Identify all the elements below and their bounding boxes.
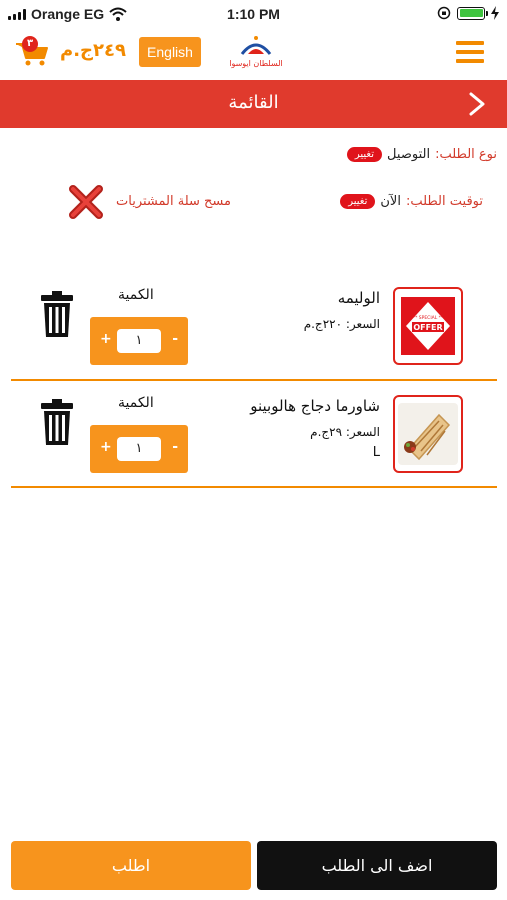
app-header bbox=[0, 28, 507, 78]
quantity-minus-button[interactable]: - bbox=[172, 331, 178, 347]
add-to-order-button[interactable]: اضف الى الطلب bbox=[257, 841, 497, 890]
quantity-minus-button[interactable]: - bbox=[172, 439, 178, 455]
close-x-icon bbox=[68, 184, 104, 220]
page-title: القائمة bbox=[228, 92, 279, 113]
order-time-label: توقيت الطلب: bbox=[405, 194, 483, 209]
quantity-value[interactable]: ١ bbox=[117, 329, 161, 353]
rotation-lock-icon bbox=[437, 6, 451, 20]
item-price: السعر: ٢٩ج.م bbox=[310, 425, 380, 439]
cart-button[interactable] bbox=[14, 38, 50, 68]
change-order-type-button[interactable]: تغيير bbox=[347, 147, 382, 162]
order-time-row bbox=[340, 194, 483, 209]
quantity-label: الكمية bbox=[118, 287, 154, 303]
logo bbox=[228, 32, 284, 72]
cart-total: ٢٤٩ج.م bbox=[60, 40, 126, 61]
item-price: السعر: ٢٢٠ج.م bbox=[303, 317, 380, 331]
cart-item bbox=[0, 395, 507, 495]
battery-icon bbox=[457, 7, 485, 20]
item-divider bbox=[11, 486, 497, 488]
charging-icon bbox=[491, 6, 499, 20]
menu-button[interactable] bbox=[456, 41, 484, 63]
offer-text: OFFER bbox=[413, 323, 443, 332]
quantity-label: الكمية bbox=[118, 395, 154, 411]
quantity-value[interactable]: ١ bbox=[117, 437, 161, 461]
order-button[interactable]: اطلب bbox=[11, 841, 251, 890]
cart-item bbox=[0, 287, 507, 387]
carrier-name: Orange EG bbox=[31, 6, 105, 22]
order-time-value: الآن bbox=[380, 194, 401, 209]
order-type-label: نوع الطلب: bbox=[435, 147, 497, 162]
logo-text: السلطان ايوسوا bbox=[229, 59, 283, 68]
quantity-plus-button[interactable]: + bbox=[100, 439, 112, 455]
status-icons bbox=[437, 6, 499, 20]
item-divider bbox=[11, 379, 497, 381]
language-button[interactable]: English bbox=[139, 37, 201, 67]
item-size: L bbox=[372, 445, 380, 460]
chevron-right-icon[interactable] bbox=[465, 92, 489, 116]
clear-cart-button[interactable] bbox=[68, 184, 248, 220]
item-image bbox=[393, 287, 463, 365]
offer-top-text: *** SPECIAL *** bbox=[410, 316, 446, 321]
status-time: 1:10 PM bbox=[227, 6, 280, 22]
item-name: شاورما دجاج هالوبينو bbox=[250, 397, 380, 415]
status-bar bbox=[0, 0, 507, 28]
item-name: الوليمه bbox=[337, 289, 380, 307]
title-bar bbox=[0, 80, 507, 128]
clear-cart-label: مسح سلة المشتريات bbox=[116, 194, 231, 209]
order-type-row bbox=[347, 147, 497, 162]
quantity-stepper bbox=[90, 425, 188, 473]
shawarma-wrap-icon bbox=[395, 397, 461, 471]
quantity-plus-button[interactable]: + bbox=[100, 331, 112, 347]
trash-icon[interactable] bbox=[40, 291, 74, 337]
special-offer-icon bbox=[395, 289, 461, 363]
logo-icon bbox=[228, 32, 284, 72]
change-order-time-button[interactable]: تغيير bbox=[340, 194, 375, 209]
quantity-stepper bbox=[90, 317, 188, 365]
order-type-value: التوصيل bbox=[387, 147, 431, 162]
menu-icon bbox=[456, 41, 484, 45]
trash-icon[interactable] bbox=[40, 399, 74, 445]
item-image bbox=[393, 395, 463, 473]
cart-count-badge: ٣ bbox=[22, 36, 38, 52]
